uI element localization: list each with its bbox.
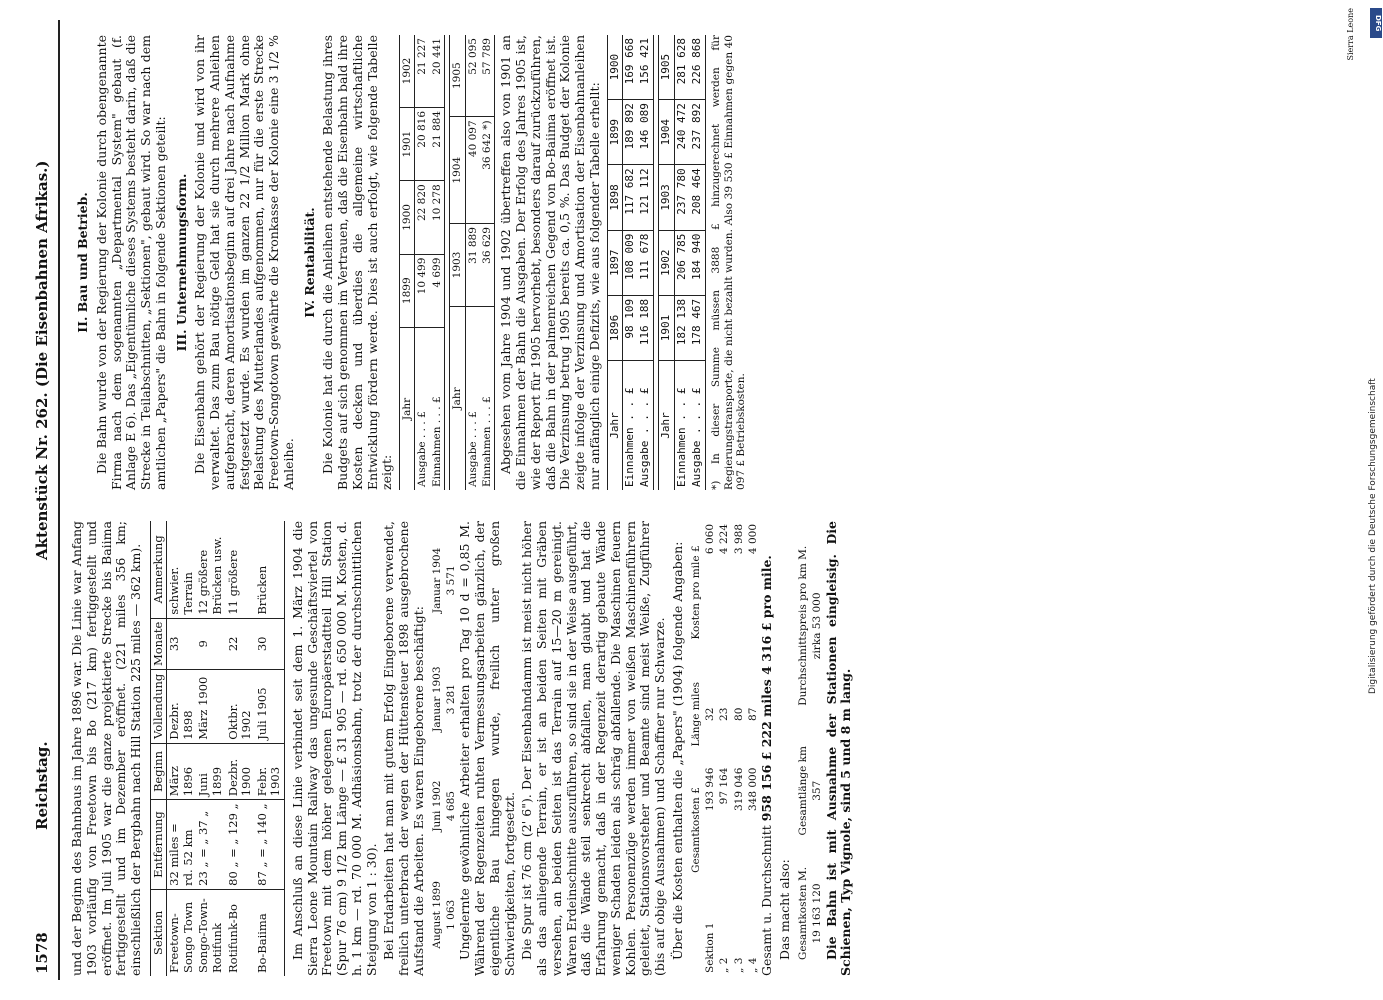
cell: 87 xyxy=(747,707,760,721)
cell: März 1900 xyxy=(196,670,225,744)
cell: 3 281 xyxy=(444,684,457,715)
heading-unternehmungsform: III. Unternehmungsform. xyxy=(173,173,189,352)
margin-note: Sierra Leone xyxy=(1346,8,1355,61)
cell: 33 xyxy=(167,618,197,669)
cell: 1898 xyxy=(607,165,623,230)
cell: 80 „ = „ 129 „ xyxy=(226,800,255,890)
cell: 6 060 xyxy=(703,524,716,555)
cell: Freetown-Songo Town xyxy=(167,901,195,973)
cell: 40 097 xyxy=(465,117,480,224)
paragraph-das-macht: Das macht also: xyxy=(777,859,793,960)
cell: 32 miles = rd. 52 km xyxy=(167,800,197,890)
cell: 1903 xyxy=(659,165,675,230)
costs-total-label: Gesamt u. Durchschnitt xyxy=(759,825,775,976)
header-title-right: Aktenstück Nr. 262. (Die Eisenbahnen Afrikas.) xyxy=(33,160,51,560)
cell: 1902 xyxy=(400,35,415,107)
paragraph-kosten: Über die Kosten enthalten die „Papers" (1904) folgende Angaben: xyxy=(669,541,685,960)
cell: 36 642 *) xyxy=(480,117,495,224)
cell: 10 499 xyxy=(415,254,430,327)
cell: 4 699 xyxy=(430,254,445,327)
cell: Juni 1899 xyxy=(196,743,225,799)
paragraph-spur: Die Spur ist 76 cm (2' 6"). Der Eisenbahndamm ist meist nicht höher als das anliegende Terrain, er ist an beiden Seiten mit Gräben versehen, an beiden Seiten ist das Terrain auf 15—20 m gereinigt. Waren Erdeinschnitte auszuführen, so sind sie in der Weise ausgeführt, daß die Wände steil senkrecht abfallen, man glaubt und hat die Erfahrung gemacht, daß in der Regenzeit derartig gebaute Wände weniger Schaden leiden als schräg abfallende. Die Maschinen feuern Kohlen. Personenzüge werden immer von weißen Maschinenführern geleitet, Stationsvorsteher und Beamte sind meist Weiße, Zugführer (bis auf obige Ausnahmen) und Schaffner nur Schwarze. xyxy=(519,521,668,976)
paragraph-mountain-railway: Im Anschluß an diese Linie verbindet seit dem 1. März 1904 die Sierra Leone Mountain Railway das ungesunde Geschäftsviertel von Freetown mit dem höher gelegenen Europäerstadtteil Hill Station (Spur 76 cm) 9 1/2 km Länge — £ 31 905 — rd. 650 000 M. Kosten, d. h. 1 km — rd. 70 000 M. Adhäsionsbahn, trotz der durchschnittlichen Steigung von 1 : 30). xyxy=(289,521,379,976)
workers-table xyxy=(430,521,459,976)
cell: Juni 1902 xyxy=(430,780,443,832)
cell: 80 xyxy=(732,707,745,721)
cell: Jahr xyxy=(607,412,621,439)
cell: Dezbr. 1898 xyxy=(167,670,197,744)
paragraph-unternehmungsform: Die Eisenbahn gehört der Regierung der Kolonie und wird von ihr verwaltet. Das zum Bau nötige Geld hat sie durch mehrere Anleihen aufgebracht, deren Amortisationsbeginn auf drei Jahre nach Aufnahme festgesetzt wurde. Es wurden im ganzen 22 1/2 Million Mark ohne Belastung des Mutterlandes aufgenommen, nur für die erste Strecke Freetown-Songotown gewährte die Kronkasse der Kolonie eine 3 1/2 % Anleihe. xyxy=(192,35,296,490)
cell: 36 629 xyxy=(480,224,495,307)
cell: „ 4 xyxy=(747,957,760,973)
cell: 226 868 xyxy=(690,35,705,100)
col-anmerkung: Anmerkung xyxy=(150,521,167,618)
cell: Einnahmen . . £ xyxy=(675,387,689,487)
paragraph-arbeiter: Ungelernte gewöhnliche Arbeiter erhalten pro Tag 10 d = 0,85 M. Während der Regenzeiten ruhten Vermessungsarbeiten gänzlich, der eigentliche Bau hingegen wurde, freilich unter großen Schwierigkeiten, fortgesetzt. xyxy=(457,521,517,976)
cell: Januar 1904 xyxy=(430,547,443,614)
cell: 237 780 xyxy=(675,165,690,230)
cell: zirka 53 000 xyxy=(811,592,824,660)
cell: Ausgabe . . . £ xyxy=(416,411,429,487)
summary-table xyxy=(796,521,825,976)
cell: Durchschnittspreis pro km M. xyxy=(796,545,809,706)
table-row xyxy=(255,521,285,976)
cell: Kosten pro mile £ xyxy=(689,545,702,640)
cell: 1901 xyxy=(400,107,415,180)
costs-total xyxy=(760,521,775,976)
col-beginn: Beginn xyxy=(150,743,167,799)
cell: 4 685 xyxy=(444,791,457,822)
cell: schwier. Terrain xyxy=(167,521,197,618)
cell: Ausgabe . . . £ xyxy=(466,411,479,487)
cell: 193 946 xyxy=(703,767,716,811)
col-sektion: Sektion xyxy=(150,910,165,956)
cell: 189 892 xyxy=(623,100,638,165)
cell: Einnahmen . . . £ xyxy=(480,396,493,487)
cell: Dezbr. 1900 xyxy=(226,743,255,799)
digitization-note: Digitalisierung gefördert durch die Deutsche Forschungsgemeinschaft xyxy=(1368,378,1378,694)
cell: 237 892 xyxy=(690,100,705,165)
cell: 52 095 xyxy=(465,35,480,117)
intro-paragraph: und der Beginn des Bahnbaus im Jahre 1896 war. Die Linie war Anfang 1903 vorläufig von Freetown bis Bo (217 km) fertiggestellt und eröffnet. Im Juli 1905 war die ganze projektierte Strecke bis Baiima fertiggestellt und im Dezember eröffnet. (221 miles 356 km; einschließlich der Bergbahn nach Hill Station 225 miles — 362 km). xyxy=(69,521,143,976)
paragraph-schienen: Die Bahn ist mit Ausnahme der Stationen eingleisig. Die Schienen, Typ Vignole, sind 5 und 8 m lang. xyxy=(823,521,854,976)
cell: 98 109 xyxy=(623,295,638,360)
cell: 11 größere xyxy=(226,521,255,618)
cell: 1900 xyxy=(400,181,415,254)
page-number: 1578 xyxy=(33,932,51,974)
cell: 1902 xyxy=(659,230,675,295)
cell: Gesamtlänge km xyxy=(796,746,809,836)
cell: 1904 xyxy=(659,100,675,165)
costs-total-value: 958 156 £ 222 miles 4 316 £ pro mile. xyxy=(759,555,775,822)
cell: 21 227 xyxy=(415,35,430,107)
cell: 281 628 xyxy=(675,35,690,100)
cell: 169 668 xyxy=(623,35,638,100)
cell: 23 „ = „ 37 „ xyxy=(196,800,225,890)
cell: Januar 1903 xyxy=(430,666,443,732)
heading-bau-betrieb: II. Bau und Betrieb. xyxy=(75,192,90,333)
cell: 1905 xyxy=(659,35,675,100)
cell: 1903 xyxy=(450,224,465,307)
cell: 1900 xyxy=(607,35,623,100)
page-header xyxy=(34,20,60,980)
cell: Rotifunk-Bo xyxy=(225,904,240,973)
cell: Jahr xyxy=(451,387,464,410)
cell: August 1899 xyxy=(430,881,443,949)
paragraph-erdarbeiten: Bei Erdarbeiten hat man mit gutem Erfolg Eingeborene verwendet, freilich unterbrach der wegen der Hüttensteuer 1898 ausgebrochene Aufstand die Arbeiten. Es waren Eingeborene beschäftigt: xyxy=(381,521,426,976)
table-row xyxy=(196,521,225,976)
cell: 1901 xyxy=(659,295,675,360)
cell: 182 138 xyxy=(675,295,690,360)
cell: Länge miles xyxy=(689,681,702,747)
cell: 319 046 xyxy=(732,767,745,811)
col-vollendung: Vollendung xyxy=(150,670,167,744)
cell: 30 xyxy=(255,618,285,669)
cell: 22 820 xyxy=(415,181,430,254)
cell: „ 3 xyxy=(732,957,745,973)
cell: 1899 xyxy=(607,100,623,165)
cell: Jahr xyxy=(401,397,413,421)
cell: 12 größere Brücken usw. xyxy=(196,521,225,618)
cell: Ausgabe . . . £ xyxy=(690,387,704,487)
cell: Febr. 1903 xyxy=(255,743,285,799)
cell: 357 xyxy=(811,780,824,801)
table-row xyxy=(167,521,197,976)
cell: Bo-Baiima xyxy=(254,913,269,973)
cell: 108 009 xyxy=(623,230,638,295)
dfg-logo: DFG xyxy=(1370,8,1382,38)
budget-table-1903 xyxy=(449,35,495,490)
cell: 178 467 xyxy=(690,295,705,360)
cell: Ausgabe . . . £ xyxy=(638,387,652,487)
cell: 57 789 xyxy=(480,35,495,117)
paragraph-abgesehen: Abgesehen vom Jahre 1904 und 1902 übertreffen also von 1901 an die Einnahmen der Bahn die Ausgaben. Der Erfolg des Jahres 1905 ist, wie der Report für 1905 hervorhebt, besonders darauf zurückzuführen, daß die Bahn in der palmenreichen Gegend von Bo-Baiima eröffnet ist. Die Verzinsung betrug 1905 bereits ca. 0,5 %. Das Budget der Kolonie zeigte infolge der Verzinsung und Amortisation der Eisenbahnanleihen nur anfänglich einige Defizits, wie aus folgender Tabelle erhellt: xyxy=(498,35,602,490)
col-entfernung: Entfernung xyxy=(150,800,167,890)
cell: 208 464 xyxy=(690,165,705,230)
left-column xyxy=(70,521,857,976)
cell: 87 „ = „ 140 „ xyxy=(255,800,285,890)
cell: 31 889 xyxy=(465,224,480,307)
cell: 1 063 xyxy=(444,899,457,930)
cell: Gesamtkosten M. xyxy=(796,866,809,961)
cell: 3 988 xyxy=(732,524,745,555)
cell: Brücken xyxy=(255,521,285,618)
cell: 1904 xyxy=(450,117,465,224)
cell: Juli 1905 xyxy=(255,670,285,744)
heading-rentabilitaet: IV. Rentabilität. xyxy=(301,207,317,318)
cell: Jahr xyxy=(659,412,673,439)
cell: 3 571 xyxy=(444,565,457,596)
cell: 9 xyxy=(196,618,225,669)
cell: 184 940 xyxy=(690,230,705,295)
cell: 116 188 xyxy=(638,295,653,360)
cell: 111 678 xyxy=(638,230,653,295)
budget-table-1899 xyxy=(399,35,445,490)
paragraph-rentabilitaet: Die Kolonie hat die durch die Anleihen entstehende Belastung ihres Budgets auf sich genommen im Vertrauen, daß die Eisenbahn bald ihre Kosten decken und überdies die allgemeine wirtschaftliche Entwicklung fördern werde. Dies ist auch erfolgt, wie folgende Tabelle zeigt: xyxy=(320,35,395,490)
right-column xyxy=(70,35,750,490)
cell: Songo-Town-Rotifunk xyxy=(196,898,224,973)
cell: 1896 xyxy=(607,295,623,360)
cell: 146 089 xyxy=(638,100,653,165)
cell: Oktbr. 1902 xyxy=(226,670,255,744)
cell: 1905 xyxy=(450,35,465,117)
cell: 240 472 xyxy=(675,100,690,165)
sections-table xyxy=(150,521,285,976)
cell: 4 000 xyxy=(747,524,760,555)
costs-table xyxy=(689,521,761,976)
colony-budget-table-1901 xyxy=(658,35,706,490)
header-title-left: Reichstag. xyxy=(33,741,51,830)
cell: 32 xyxy=(703,707,716,721)
cell: „ 2 xyxy=(718,957,731,973)
footnote: *) In dieser Summe müssen 3888 £ hinzugerechnet werden für Regierungstransporte, die nicht bezahlt wurden. Also 39 530 £ Einnahmen gegen 40 097 £ Betriebskosten. xyxy=(710,35,748,490)
cell: Einnahmen . . . £ xyxy=(430,396,443,487)
cell: 348 000 xyxy=(747,767,760,811)
cell: Sektion 1 xyxy=(703,922,716,973)
paragraph-departmental-system: Die Bahn wurde von der Regierung der Kolonie durch obengenannte Firma nach dem sogenannten „Departmental System" gebaut (f. Anlage E 6). Das „Eigentümliche dieses Systems besteht darin, daß die Strecke in Teilabschnitten, „Sektionen", gebaut wird. So war nach dem amtlichen „Papers" die Bahn in folgende Sektionen geteilt: xyxy=(93,35,168,490)
cell: 206 785 xyxy=(675,230,690,295)
cell: 117 682 xyxy=(623,165,638,230)
cell: März 1896 xyxy=(167,743,197,799)
cell: 23 xyxy=(718,707,731,721)
cell: 4 224 xyxy=(718,524,731,555)
cell: 10 278 xyxy=(430,181,445,254)
cell: Einnahmen . . £ xyxy=(623,387,637,487)
cell: 1897 xyxy=(607,230,623,295)
cell: 19 163 120 xyxy=(811,883,824,944)
cell: 21 884 xyxy=(430,107,445,180)
table-row xyxy=(226,521,255,976)
cell: 20 441 xyxy=(430,35,445,107)
cell: 121 112 xyxy=(638,165,653,230)
cell: 97 164 xyxy=(718,767,731,805)
cell: 22 xyxy=(226,618,255,669)
document-page xyxy=(20,20,1380,980)
cell: 1899 xyxy=(400,254,415,327)
cell xyxy=(689,895,703,976)
col-monate: Monate xyxy=(150,618,167,669)
cell: Gesamtkosten £ xyxy=(689,787,702,873)
colony-budget-table-1896 xyxy=(607,35,655,490)
cell: 20 816 xyxy=(415,107,430,180)
cell: 156 421 xyxy=(638,35,653,100)
